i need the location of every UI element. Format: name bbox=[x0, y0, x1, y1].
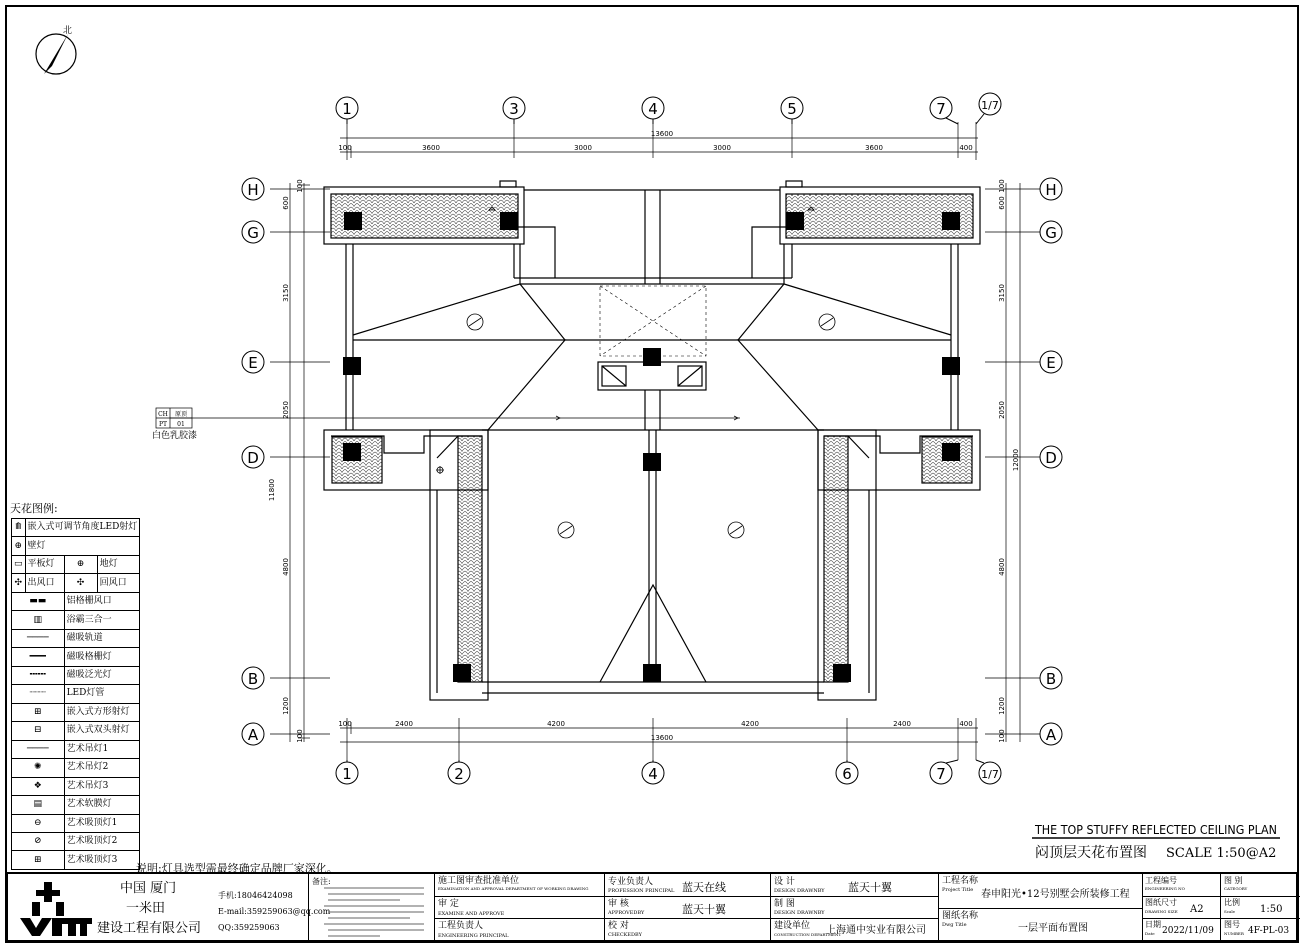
legend-row: ✣ 出风口 ✣ 回风口 bbox=[12, 574, 140, 592]
svg-text:5: 5 bbox=[787, 100, 797, 118]
drawing-label: 图纸名称 bbox=[942, 911, 979, 921]
scale-value: 1:50 bbox=[1260, 904, 1283, 915]
svg-text:100: 100 bbox=[998, 179, 1006, 193]
eng-principal-en: ENGINEERING PRINCIPAL bbox=[438, 933, 509, 939]
plan-title bbox=[1032, 823, 1280, 861]
check-approve-label: 审 定 bbox=[438, 899, 459, 909]
svg-text:6: 6 bbox=[842, 765, 852, 783]
legend bbox=[11, 518, 138, 870]
svg-text:7: 7 bbox=[936, 100, 946, 118]
svg-text:CH: CH bbox=[158, 411, 168, 418]
svg-text:100: 100 bbox=[338, 144, 352, 152]
remarks-text-lines bbox=[320, 886, 428, 938]
legend-row: ⊞ 艺术吸顶灯3 bbox=[12, 851, 140, 870]
approved-label: 审 核 bbox=[608, 899, 629, 909]
svg-text:3150: 3150 bbox=[282, 284, 290, 302]
legend-row: ❖ 艺术吊灯3 bbox=[12, 777, 140, 795]
size-label-en: DRAWING SIZE bbox=[1145, 909, 1178, 914]
design-label: 设 计 bbox=[774, 877, 795, 887]
left-dimension bbox=[270, 183, 330, 742]
north-label: 北 bbox=[63, 26, 73, 36]
axis-bubbles-bottom bbox=[336, 760, 1001, 784]
project-value: 春申阳光•12号别墅会所装修工程 bbox=[981, 889, 1130, 900]
svg-text:PT: PT bbox=[158, 421, 168, 428]
svg-text:1: 1 bbox=[342, 765, 352, 783]
top-dimension bbox=[340, 122, 978, 160]
design-note: 说明:灯具选型需最终确定品牌厂家深化。 bbox=[136, 862, 338, 875]
art-ceiling-light-2-icon: ⊘ bbox=[34, 836, 42, 847]
svg-text:11800: 11800 bbox=[268, 478, 276, 502]
number-value: 4F-PL-03 bbox=[1248, 926, 1290, 936]
art-pendant-2-icon: ✺ bbox=[34, 762, 42, 773]
magnetic-track-icon: ──── bbox=[26, 633, 49, 644]
svg-text:A: A bbox=[247, 726, 259, 744]
svg-text:E: E bbox=[1046, 354, 1056, 372]
svg-text:400: 400 bbox=[959, 720, 973, 728]
bath-heater-icon: ▥ bbox=[33, 614, 43, 625]
svg-text:D: D bbox=[1045, 449, 1057, 467]
company-logo-icon bbox=[18, 880, 94, 938]
svg-text:3000: 3000 bbox=[713, 144, 731, 152]
floor-light-icon: ⊕ bbox=[76, 559, 85, 570]
eng-principal-label: 工程负责人 bbox=[438, 921, 484, 931]
svg-text:1200: 1200 bbox=[282, 697, 290, 715]
double-spotlight-icon: ⊟ bbox=[34, 725, 42, 736]
svg-text:4: 4 bbox=[648, 765, 658, 783]
axis-bubbles-top bbox=[336, 93, 1001, 124]
legend-row: ──── 磁吸轨道 bbox=[12, 629, 140, 647]
company-line-1: 中国 厦门 bbox=[120, 881, 177, 896]
magnetic-grille-light-icon: ━━━ bbox=[29, 651, 46, 662]
build-unit-label: 建设单位 bbox=[774, 921, 811, 931]
plan-scale: SCALE 1:50@A2 bbox=[1166, 846, 1277, 861]
company-line-2: 一米田 bbox=[126, 901, 166, 916]
svg-text:白色乳胶漆: 白色乳胶漆 bbox=[152, 431, 198, 441]
svg-text:B: B bbox=[1045, 670, 1057, 688]
svg-text:100: 100 bbox=[296, 179, 304, 193]
svg-text:A: A bbox=[1045, 726, 1057, 744]
north-arrow-icon bbox=[36, 24, 76, 74]
art-ceiling-light-3-icon: ⊞ bbox=[34, 854, 42, 865]
drawing-value: 一层平面布置图 bbox=[1018, 923, 1088, 934]
project-label: 工程名称 bbox=[942, 876, 979, 886]
drawn-label: 制 图 bbox=[774, 899, 795, 909]
svg-text:4800: 4800 bbox=[998, 558, 1006, 576]
plan-title-en: THE TOP STUFFY REFLECTED CEILING PLAN bbox=[1034, 823, 1277, 837]
svg-text:2400: 2400 bbox=[395, 720, 413, 728]
company-line-3: 建设工程有限公司 bbox=[97, 921, 202, 936]
svg-text:2: 2 bbox=[454, 765, 464, 783]
led-tube-icon: ┈┈┈ bbox=[29, 688, 46, 699]
svg-text:100: 100 bbox=[296, 729, 304, 743]
air-return-icon: ✣ bbox=[76, 577, 85, 588]
axis-labels-top bbox=[342, 99, 999, 118]
svg-text:13600: 13600 bbox=[650, 130, 674, 138]
design-value: 蓝天十翼 bbox=[848, 881, 892, 894]
axis-labels-bottom bbox=[342, 765, 999, 783]
svg-text:H: H bbox=[247, 181, 259, 199]
approved-value: 蓝天十翼 bbox=[682, 903, 726, 916]
scale-label: 比例 bbox=[1224, 898, 1240, 907]
svg-text:100: 100 bbox=[998, 729, 1006, 743]
email: E-mail:359259063@qq.com bbox=[218, 907, 331, 916]
legend-row: ▬▬ 铝格栅风口 bbox=[12, 592, 140, 610]
svg-text:3: 3 bbox=[509, 100, 519, 118]
svg-text:原顶: 原顶 bbox=[174, 411, 188, 418]
legend-row: ──── 艺术吊灯1 bbox=[12, 740, 140, 758]
approved-en: APPROVEDBY bbox=[608, 910, 645, 916]
legend-row: ━━━ 磁吸格栅灯 bbox=[12, 648, 140, 666]
wall-lamp-icon: ⊕ bbox=[14, 540, 23, 551]
svg-text:100: 100 bbox=[338, 720, 352, 728]
svg-text:4800: 4800 bbox=[282, 558, 290, 576]
bottom-dimension-text bbox=[338, 720, 972, 742]
remarks-label: 备注: bbox=[312, 877, 331, 886]
svg-text:3000: 3000 bbox=[574, 144, 592, 152]
svg-text:E: E bbox=[248, 354, 258, 372]
svg-text:1: 1 bbox=[342, 100, 352, 118]
material-tag bbox=[152, 408, 197, 441]
svg-text:600: 600 bbox=[998, 196, 1006, 210]
svg-text:13600: 13600 bbox=[650, 734, 674, 742]
svg-text:600: 600 bbox=[282, 196, 290, 210]
svg-text:B: B bbox=[247, 670, 259, 688]
air-outlet-icon: ✣ bbox=[14, 577, 23, 588]
project-label-en: Project Title bbox=[942, 887, 974, 893]
left-dimension-text bbox=[268, 179, 304, 742]
review-unit-en: EXAMINATION AND APPROVAL DEPARTMENT OF WORKING DRAWING bbox=[438, 886, 589, 891]
art-ceiling-light-1-icon: ⊖ bbox=[34, 817, 42, 828]
number-label: 图号 bbox=[1224, 920, 1240, 929]
adjustable-led-spotlight-icon: ⟰ bbox=[14, 522, 23, 533]
axis-labels-left bbox=[247, 181, 259, 744]
category-label: 图 别 bbox=[1224, 876, 1243, 885]
svg-text:2050: 2050 bbox=[998, 401, 1006, 419]
legend-row: ▭ 平板灯 ⊕ 地灯 bbox=[12, 555, 140, 573]
ceiling-lights bbox=[436, 207, 835, 538]
legend-title: 天花图例: bbox=[10, 502, 58, 515]
square-spotlight-icon bbox=[436, 466, 444, 474]
prof-principal-label: 专业负责人 bbox=[608, 877, 654, 887]
drawn-en: DESIGN DRAWNBY bbox=[774, 910, 825, 916]
svg-text:01: 01 bbox=[177, 421, 185, 428]
legend-row: ▥ 浴霸三合一 bbox=[12, 611, 140, 629]
build-unit-value: 上海通中实业有限公司 bbox=[826, 925, 926, 936]
size-value: A2 bbox=[1190, 904, 1204, 915]
date-label-en: Date bbox=[1145, 931, 1155, 936]
svg-text:4: 4 bbox=[648, 100, 658, 118]
svg-text:3600: 3600 bbox=[865, 144, 883, 152]
check-approve-en: EXAMINE AND APPROVE bbox=[438, 911, 505, 917]
drawing-label-en: Dwg Title bbox=[942, 922, 967, 928]
legend-row: ⊞ 嵌入式方形射灯 bbox=[12, 703, 140, 721]
date-label: 日期 bbox=[1145, 920, 1161, 929]
eng-no-label: 工程编号 bbox=[1145, 876, 1177, 885]
svg-text:3600: 3600 bbox=[422, 144, 440, 152]
art-ceiling-light-icon bbox=[819, 314, 835, 330]
art-pendant-1-icon: ──── bbox=[26, 743, 49, 754]
magnetic-flood-light-icon: ╍╍╍ bbox=[29, 669, 46, 680]
review-unit-label: 施工图审查批准单位 bbox=[438, 876, 520, 886]
panel-light-icon: ▭ bbox=[14, 559, 23, 570]
svg-text:H: H bbox=[1045, 181, 1057, 199]
floor-plan bbox=[324, 181, 980, 700]
aluminum-grille-icon: ▬▬ bbox=[29, 596, 47, 607]
legend-row: ⟰ 嵌入式可调节角度LED射灯 bbox=[12, 519, 140, 537]
legend-row: ⊘ 艺术吸顶灯2 bbox=[12, 832, 140, 850]
sheet-border bbox=[6, 6, 1298, 942]
svg-text:1/7: 1/7 bbox=[981, 99, 999, 112]
date-value: 2022/11/09 bbox=[1162, 926, 1214, 936]
checked-label: 校 对 bbox=[608, 921, 629, 931]
svg-text:D: D bbox=[247, 449, 259, 467]
plan-title-cn: 闷顶层天花布置图 bbox=[1035, 845, 1147, 861]
build-unit-en: CONSTRUCTION DEPARTMENT bbox=[774, 932, 842, 937]
phone: 手机:18046424098 bbox=[218, 891, 293, 900]
svg-text:400: 400 bbox=[959, 144, 973, 152]
svg-text:4200: 4200 bbox=[741, 720, 759, 728]
art-pendant-3-icon: ❖ bbox=[33, 780, 42, 791]
art-ceiling-light-icon bbox=[558, 522, 574, 538]
legend-row: ▤ 艺术软膜灯 bbox=[12, 796, 140, 814]
prof-principal-en: PROFESSION PRINCIPAL bbox=[608, 888, 675, 894]
legend-row: ╍╍╍ 磁吸泛光灯 bbox=[12, 666, 140, 684]
art-ceiling-light-icon bbox=[467, 314, 483, 330]
svg-text:1/7: 1/7 bbox=[981, 768, 999, 781]
number-label-en: NUMBER bbox=[1224, 931, 1244, 936]
scale-label-en: Scale bbox=[1224, 909, 1236, 914]
svg-text:2400: 2400 bbox=[893, 720, 911, 728]
legend-row: ⊟ 嵌入式双头射灯 bbox=[12, 722, 140, 740]
art-ceiling-light-icon bbox=[728, 522, 744, 538]
svg-text:G: G bbox=[247, 224, 259, 242]
qq: QQ:359259063 bbox=[218, 923, 280, 932]
svg-text:2050: 2050 bbox=[282, 401, 290, 419]
svg-text:3150: 3150 bbox=[998, 284, 1006, 302]
design-en: DESIGN DRAWNBY bbox=[774, 888, 825, 894]
legend-row: ⊖ 艺术吸顶灯1 bbox=[12, 814, 140, 832]
axis-labels-right bbox=[1045, 181, 1057, 744]
title-block bbox=[6, 872, 1298, 942]
prof-principal-value: 蓝天在线 bbox=[682, 881, 726, 894]
art-soft-film-light-icon: ▤ bbox=[33, 799, 43, 810]
category-en: CATEGORY bbox=[1224, 886, 1248, 891]
eng-no-en: ENGINEERING NO bbox=[1145, 886, 1185, 891]
legend-row: ┈┈┈ LED灯管 bbox=[12, 685, 140, 703]
checked-en: CHECKEDBY bbox=[608, 932, 642, 938]
legend-row: ✺ 艺术吊灯2 bbox=[12, 759, 140, 777]
legend-row: ⊕ 壁灯 bbox=[12, 537, 140, 555]
svg-text:4200: 4200 bbox=[547, 720, 565, 728]
square-spotlight-icon: ⊞ bbox=[34, 706, 42, 717]
svg-text:G: G bbox=[1045, 224, 1057, 242]
svg-text:1200: 1200 bbox=[998, 697, 1006, 715]
svg-text:7: 7 bbox=[936, 765, 946, 783]
svg-text:12000: 12000 bbox=[1012, 448, 1020, 472]
right-dimension-text bbox=[998, 179, 1020, 742]
top-dimension-text bbox=[338, 130, 972, 152]
section-line bbox=[170, 416, 740, 420]
structural-columns bbox=[343, 212, 960, 682]
size-label: 图纸尺寸 bbox=[1145, 898, 1177, 907]
